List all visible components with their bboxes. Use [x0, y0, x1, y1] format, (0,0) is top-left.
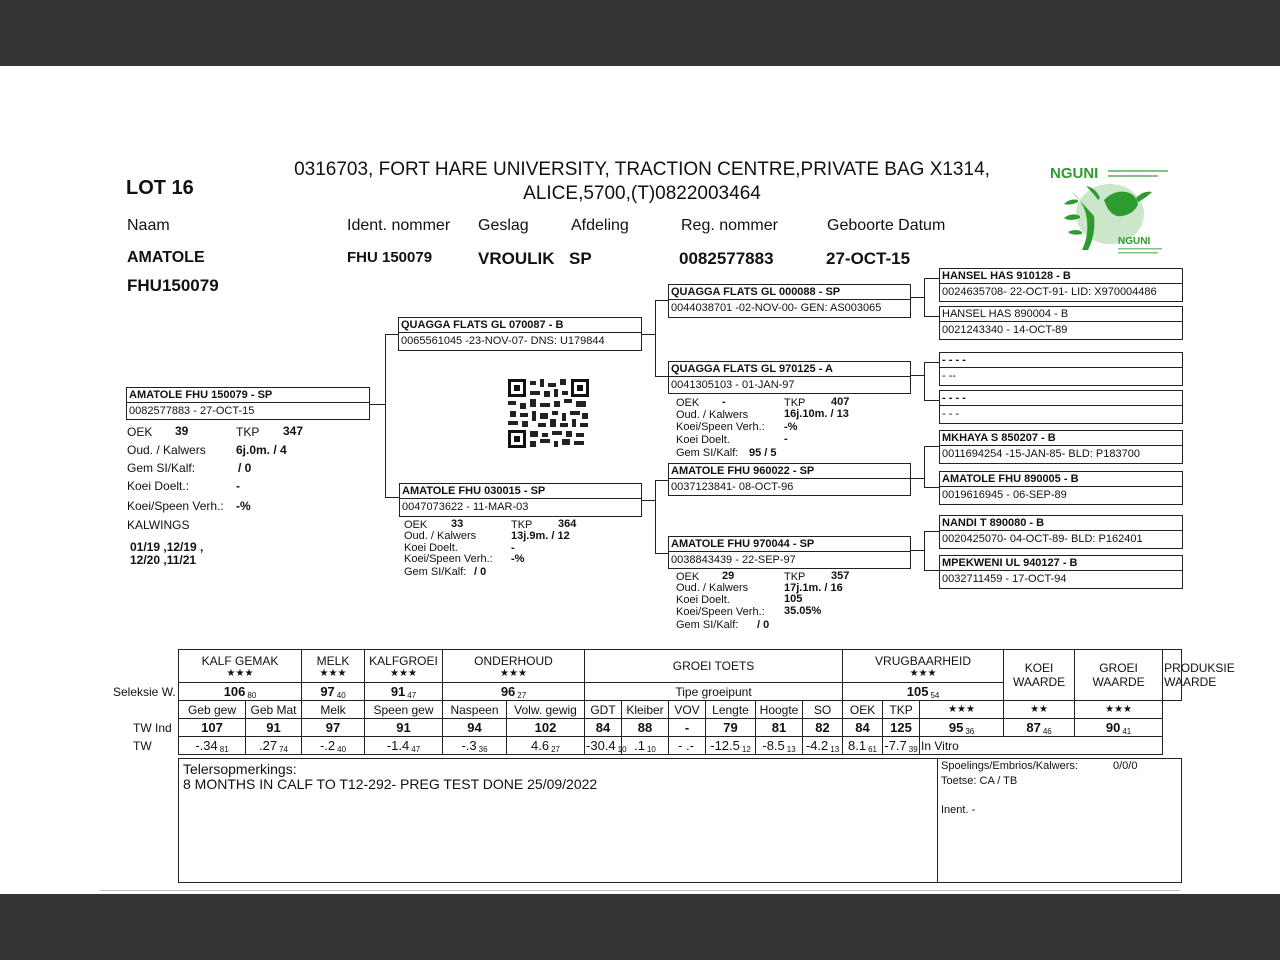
qr-code — [508, 379, 589, 448]
group-onderhoud — [443, 650, 585, 683]
dam-oud-label: Oud. / Kalwers — [404, 530, 477, 542]
pedigree-g3-7 — [939, 515, 1183, 549]
g3-2-title: HANSEL HAS 890004 - B — [942, 308, 1069, 320]
col-tkp: TKP — [883, 701, 920, 719]
dd-speen: 35.05% — [784, 605, 822, 617]
dam-oud: 13j.9m. / 12 — [511, 530, 570, 542]
g3-8-line: 0032711459 - 17-OCT-94 — [942, 573, 1067, 585]
twind-value: 84 — [843, 719, 883, 737]
twind-value: - — [669, 719, 706, 737]
tw-sub: 81 — [219, 745, 229, 754]
row-label-tw: TW — [133, 739, 152, 753]
pedigree-g3-4 — [939, 390, 1183, 424]
header-afdeling: Afdeling — [571, 217, 629, 234]
self-title: AMATOLE FHU 150079 - SP — [129, 389, 273, 401]
performance-table — [178, 649, 1235, 755]
top-dark-bar — [0, 0, 1280, 66]
pedigree-sire-dam — [668, 361, 911, 394]
animal-afdeling: SP — [569, 249, 592, 268]
animal-code: FHU150079 — [127, 276, 219, 295]
connector — [642, 334, 655, 335]
dd-title: AMATOLE FHU 970044 - SP — [671, 538, 815, 550]
sd-koei: - — [784, 433, 788, 445]
inent: Inent. - — [941, 804, 976, 816]
self-oud-label: Oud. / Kalwers — [127, 443, 206, 457]
g3-5-line: 0011694254 -15-JAN-85- BLD: P183700 — [942, 448, 1140, 460]
twind-value: 81 — [756, 719, 803, 737]
self-tkp: 347 — [283, 424, 304, 438]
tw-sub: 40 — [337, 745, 347, 754]
sd-line: 0041305103 - 01-JAN-97 — [671, 379, 795, 391]
connector — [924, 531, 939, 532]
tw-sub: 36 — [478, 745, 488, 754]
tw-value: -30.4 — [586, 738, 616, 753]
tw-value: -.3 — [461, 738, 477, 753]
self-gem: / 0 — [238, 461, 252, 475]
col-volw-gewig: Volw. gewig — [507, 701, 585, 719]
tw-value: -1.4 — [386, 738, 410, 753]
tw-cell — [756, 737, 803, 755]
header-geboorte: Geboorte Datum — [827, 217, 946, 234]
tipe-groeipunt: Tipe groeipunt — [585, 683, 843, 701]
tw-value: -.2 — [319, 738, 336, 753]
sd-speen: -% — [784, 421, 798, 433]
sel-kalf-value: 106 — [223, 684, 246, 699]
tw-sub: 13 — [786, 745, 796, 754]
sel-onderhoud — [443, 683, 585, 701]
group-vrug-label: VRUGBAARHEID — [875, 653, 972, 668]
twind-value: 91 — [246, 719, 302, 737]
ds-title: AMATOLE FHU 960022 - SP — [671, 465, 815, 477]
self-gem-label: Gem SI/Kalf: — [127, 461, 196, 475]
tw-cell — [883, 737, 920, 755]
ss-title: QUAGGA FLATS GL 000088 - SP — [671, 286, 841, 298]
pedigree-self — [126, 387, 370, 420]
tw-sub: 74 — [279, 745, 288, 754]
twind-value: 88 — [622, 719, 669, 737]
connector — [911, 478, 924, 479]
connector — [924, 446, 925, 488]
tw-sub: 12 — [741, 745, 751, 754]
col-geb-gew: Geb gew — [179, 701, 246, 719]
twind-groei-sub: 46 — [1042, 727, 1052, 736]
group-melk — [302, 650, 365, 683]
twind-value: 125 — [883, 719, 920, 737]
twind-koei-sub: 36 — [965, 727, 975, 736]
tw-value: 8.1 — [848, 738, 867, 753]
sel-vrug — [843, 683, 1004, 701]
sel-melk-value: 97 — [320, 684, 335, 699]
stars-koei-waarde: ★★★ — [920, 701, 1004, 719]
connector — [924, 400, 939, 401]
group-kalf-label: KALF GEMAK — [201, 653, 279, 668]
animal-geslag: VROULIK — [478, 249, 555, 268]
col-gdt: GDT — [585, 701, 622, 719]
self-oek-label: OEK — [127, 425, 153, 439]
dd-speen-label: Koei/Speen Verh.: — [676, 606, 765, 618]
stars-kalf: ★★★ — [226, 667, 254, 679]
sire-title: QUAGGA FLATS GL 070087 - B — [401, 319, 564, 331]
owner-line-2: ALICE,5700,(T)0822003464 — [523, 183, 761, 204]
stars-groei-waarde: ★★ — [1004, 701, 1075, 719]
header-naam: Naam — [127, 217, 170, 234]
remarks-text: 8 MONTHS IN CALF TO T12-292- PREG TEST DONE 25/09/2022 — [183, 776, 598, 792]
tw-cell — [843, 737, 883, 755]
self-kalwings-2: 12/20 ,11/21 — [130, 553, 197, 567]
row-label-twind: TW Ind — [133, 721, 172, 735]
sd-oek-label: OEK — [676, 397, 700, 409]
sel-melk-sub: 40 — [336, 691, 346, 700]
g3-4-title: - - - - — [942, 392, 966, 404]
owner-line-1: 0316703, FORT HARE UNIVERSITY, TRACTION CENTRE,PRIVATE BAG X1314, — [294, 159, 990, 180]
sel-vrug-sub: 54 — [930, 691, 940, 700]
col-melk: Melk — [302, 701, 365, 719]
ds-line: 0037123841- 08-OCT-96 — [671, 481, 794, 493]
twind-value: 94 — [443, 719, 507, 737]
dd-tkp: 357 — [831, 570, 850, 582]
dd-tkp-label: TKP — [784, 571, 806, 583]
twind-value: 97 — [302, 719, 365, 737]
col-vov: VOV — [669, 701, 706, 719]
self-koei: - — [236, 479, 240, 493]
dd-oud-label: Oud. / Kalwers — [676, 582, 749, 594]
sel-kalfgroei — [365, 683, 443, 701]
connector — [655, 300, 668, 301]
header-reg: Reg. nommer — [681, 217, 778, 234]
twind-prod — [1075, 719, 1163, 737]
bottom-divider — [100, 890, 1180, 891]
dam-tkp-label: TKP — [511, 519, 533, 531]
logo-subtext: NGUNI — [1118, 236, 1151, 247]
sd-koei-label: Koei Doelt. — [676, 434, 730, 446]
dd-oek: 29 — [722, 570, 735, 582]
g3-2-line: 0021243340 - 14-OCT-89 — [942, 324, 1068, 336]
connector — [924, 531, 925, 571]
dd-oud: 17j.1m. / 16 — [784, 582, 843, 594]
tw-value: 4.6 — [531, 738, 550, 753]
connector — [655, 480, 668, 481]
row-label-seleksie: Seleksie W. — [113, 685, 176, 699]
connector — [924, 362, 939, 363]
twind-groei-value: 87 — [1026, 720, 1041, 735]
stars-onderhoud: ★★★ — [500, 667, 527, 679]
self-oek: 39 — [175, 424, 189, 438]
col-so: SO — [803, 701, 843, 719]
twind-value: 102 — [507, 719, 585, 737]
header-ident: Ident. nommer — [347, 217, 451, 234]
pedigree-dam — [399, 483, 642, 517]
tw-sub: 10 — [617, 745, 627, 754]
spoel-value: 0/0/0 — [1113, 760, 1138, 772]
dd-line: 0038843439 - 22-SEP-97 — [671, 554, 796, 566]
tw-cell — [246, 737, 302, 755]
tw-sub: 47 — [411, 745, 421, 754]
spoel-label: Spoelings/Embrios/Kalwers: — [941, 760, 1078, 772]
twind-koei-value: 95 — [948, 720, 964, 735]
connector — [642, 500, 655, 501]
tw-cell — [302, 737, 365, 755]
dd-koei: 105 — [784, 593, 803, 605]
group-vrugbaarheid — [843, 650, 1004, 683]
tw-value: -4.2 — [805, 738, 829, 753]
tw-cell — [443, 737, 507, 755]
g3-3-title: - - - - — [942, 354, 966, 366]
connector — [911, 297, 924, 298]
dam-oek: 33 — [451, 518, 464, 530]
self-kalwings-label: KALWINGS — [127, 518, 190, 532]
stars-melk: ★★★ — [319, 667, 347, 679]
tw-cell — [365, 737, 443, 755]
connector — [924, 487, 939, 488]
group-produksie-waarde: PRODUKSIE WAARDE — [1163, 650, 1182, 701]
in-vitro: In Vitro — [920, 737, 1163, 755]
connector — [655, 376, 668, 377]
self-speen: -% — [236, 499, 251, 513]
tw-value: .1 — [634, 738, 645, 753]
sel-kalfgroei-sub: 47 — [407, 691, 417, 700]
stars-kalfgroei: ★★★ — [390, 667, 417, 679]
sire-line: 0065561045 -23-NOV-07- DNS: U179844 — [401, 335, 605, 347]
remarks-box — [178, 758, 1182, 883]
group-kalfgroei-label: KALFGROEI — [369, 653, 438, 668]
sel-vrug-value: 105 — [906, 684, 929, 699]
dam-gem: / 0 — [474, 566, 487, 578]
ss-line: 0044038701 -02-NOV-00- GEN: AS003065 — [671, 302, 882, 314]
dam-oek-label: OEK — [404, 519, 428, 531]
sel-kalfgroei-value: 91 — [390, 684, 406, 699]
tw-sub: 27 — [551, 745, 560, 754]
remarks-label: Telersopmerkings: — [183, 761, 297, 777]
g3-6-line: 0019616945 - 06-SEP-89 — [942, 489, 1067, 501]
tw-cell — [706, 737, 756, 755]
twind-prod-value: 90 — [1105, 720, 1121, 735]
self-line: 0082577883 - 27-OCT-15 — [129, 405, 255, 417]
connector — [924, 362, 925, 400]
self-speen-label: Koei/Speen Verh.: — [127, 499, 224, 513]
twind-prod-sub: 41 — [1122, 727, 1132, 736]
pedigree-g3-8 — [939, 555, 1183, 589]
tw-cell — [585, 737, 627, 755]
tw-value: -8.5 — [762, 738, 785, 753]
col-naspeen: Naspeen — [443, 701, 507, 719]
connector — [385, 334, 386, 498]
self-oud: 6j.0m. / 4 — [236, 443, 287, 457]
tw-cell — [507, 737, 585, 755]
g3-7-title: NANDI T 890080 - B — [942, 517, 1045, 529]
pedigree-g3-2 — [939, 306, 1183, 340]
logo-wordmark: NGUNI — [1050, 165, 1099, 182]
sd-gem: 95 / 5 — [749, 447, 777, 459]
dam-line: 0047073622 - 11-MAR-03 — [402, 501, 529, 513]
g3-6-title: AMATOLE FHU 890005 - B — [942, 473, 1079, 485]
group-kalfgroei — [365, 650, 443, 683]
connector — [385, 497, 399, 498]
connector — [385, 334, 398, 335]
connector — [370, 404, 385, 405]
col-geb-mat: Geb Mat — [246, 701, 302, 719]
twind-koei — [920, 719, 1004, 737]
group-groei-toets: GROEI TOETS — [585, 650, 843, 683]
group-melk-label: MELK — [316, 653, 350, 668]
g3-7-line: 0020425070- 04-OCT-89- BLD: P162401 — [942, 533, 1143, 545]
group-kalf-gemak — [179, 650, 302, 683]
lot-number: LOT 16 — [126, 177, 194, 199]
dd-gem: / 0 — [757, 619, 770, 631]
sel-kalf — [179, 683, 302, 701]
twind-value: 107 — [179, 719, 246, 737]
tw-sub: 10 — [646, 745, 656, 754]
g3-8-title: MPEKWENI UL 940127 - B — [942, 557, 1078, 569]
animal-naam: AMATOLE — [127, 249, 205, 266]
connector — [655, 480, 656, 554]
sd-speen-label: Koei/Speen Verh.: — [676, 421, 765, 433]
sd-tkp: 407 — [831, 396, 850, 408]
connector — [924, 570, 939, 571]
tw-cell — [669, 737, 706, 755]
pedigree-sire — [398, 317, 642, 351]
twind-value: 84 — [585, 719, 622, 737]
col-kleiber: Kleiber — [622, 701, 669, 719]
dam-title: AMATOLE FHU 030015 - SP — [402, 485, 546, 497]
connector — [924, 316, 939, 317]
twind-value: 82 — [803, 719, 843, 737]
stars-vrug: ★★★ — [909, 667, 937, 679]
sel-onderhoud-sub: 27 — [517, 691, 527, 700]
sd-oek: - — [722, 396, 726, 408]
pedigree-dam-sire — [668, 463, 911, 496]
pedigree-g3-1 — [939, 268, 1183, 302]
dd-koei-label: Koei Doelt. — [676, 594, 730, 606]
connector — [924, 278, 939, 279]
dam-tkp: 364 — [558, 518, 577, 530]
tw-cell — [179, 737, 246, 755]
bottom-dark-bar — [0, 894, 1280, 960]
dd-gem-label: Gem SI/Kalf: — [676, 619, 739, 631]
g3-5-title: MKHAYA S 850207 - B — [942, 432, 1056, 444]
connector — [911, 550, 924, 551]
g3-3-line: - -- — [942, 370, 957, 382]
group-groei-waarde: GROEI WAARDE — [1075, 650, 1163, 701]
sd-title: QUAGGA FLATS GL 970125 - A — [671, 363, 833, 375]
tw-cell — [803, 737, 843, 755]
sd-oud: 16j.10m. / 13 — [784, 408, 849, 420]
pedigree-dam-dam — [668, 536, 911, 569]
connector — [924, 446, 939, 447]
sd-tkp-label: TKP — [784, 397, 806, 409]
col-hoogte: Hoogte — [756, 701, 803, 719]
toetse: Toetse: CA / TB — [941, 775, 1018, 787]
dam-koei-label: Koei Doelt. — [404, 542, 458, 554]
dam-koei: - — [511, 542, 515, 554]
animal-ident: FHU 150079 — [347, 249, 433, 266]
connector — [924, 278, 925, 316]
col-oek: OEK — [843, 701, 883, 719]
tw-sub: 39 — [908, 745, 918, 754]
dam-gem-label: Gem SI/Kalf: — [404, 566, 467, 578]
twind-groei — [1004, 719, 1075, 737]
header-geslag: Geslag — [478, 217, 529, 234]
dam-speen: -% — [511, 553, 525, 565]
tw-value: -.34 — [195, 738, 218, 753]
self-koei-label: Koei Doelt.: — [127, 479, 190, 493]
self-tkp-label: TKP — [236, 425, 260, 439]
dam-speen-label: Koei/Speen Verh.: — [404, 553, 493, 565]
pedigree-sire-sire — [668, 284, 911, 318]
group-koei-waarde: KOEI WAARDE — [1004, 650, 1075, 701]
tw-sub: 13 — [830, 745, 840, 754]
sel-melk — [302, 683, 365, 701]
animal-reg: 0082577883 — [679, 249, 774, 268]
self-kalwings-1: 01/19 ,12/19 , — [130, 540, 204, 554]
pedigree-g3-5 — [939, 430, 1183, 464]
sd-gem-label: Gem SI/Kalf: — [676, 447, 739, 459]
g3-1-title: HANSEL HAS 910128 - B — [942, 270, 1071, 282]
pedigree-g3-6 — [939, 471, 1183, 505]
g3-4-line: - - - — [942, 408, 960, 420]
twind-value: 79 — [706, 719, 756, 737]
col-lengte: Lengte — [706, 701, 756, 719]
tw-value: -12.5 — [710, 738, 740, 753]
animal-geboorte: 27-OCT-15 — [826, 249, 911, 268]
tw-cell — [622, 737, 669, 755]
tw-value: .27 — [259, 738, 278, 753]
col-speen-gew: Speen gew — [365, 701, 443, 719]
stars-produksie-waarde: ★★★ — [1075, 701, 1163, 719]
twind-value: 91 — [365, 719, 443, 737]
nguni-logo — [1048, 162, 1174, 260]
connector — [655, 300, 656, 377]
sel-onderhoud-value: 96 — [500, 684, 516, 699]
group-onderhoud-label: ONDERHOUD — [474, 653, 553, 668]
connector — [911, 375, 924, 376]
sd-oud-label: Oud. / Kalwers — [676, 409, 749, 421]
g3-1-line: 0024635708- 22-OCT-91- LID: X970004486 — [942, 286, 1157, 298]
tw-sub: 61 — [868, 745, 878, 754]
connector — [655, 553, 668, 554]
tw-value: -7.7 — [884, 738, 907, 753]
sel-kalf-sub: 80 — [247, 691, 257, 700]
dd-oek-label: OEK — [676, 571, 700, 583]
tw-value: - .- — [678, 738, 694, 753]
pedigree-g3-3 — [939, 352, 1183, 386]
